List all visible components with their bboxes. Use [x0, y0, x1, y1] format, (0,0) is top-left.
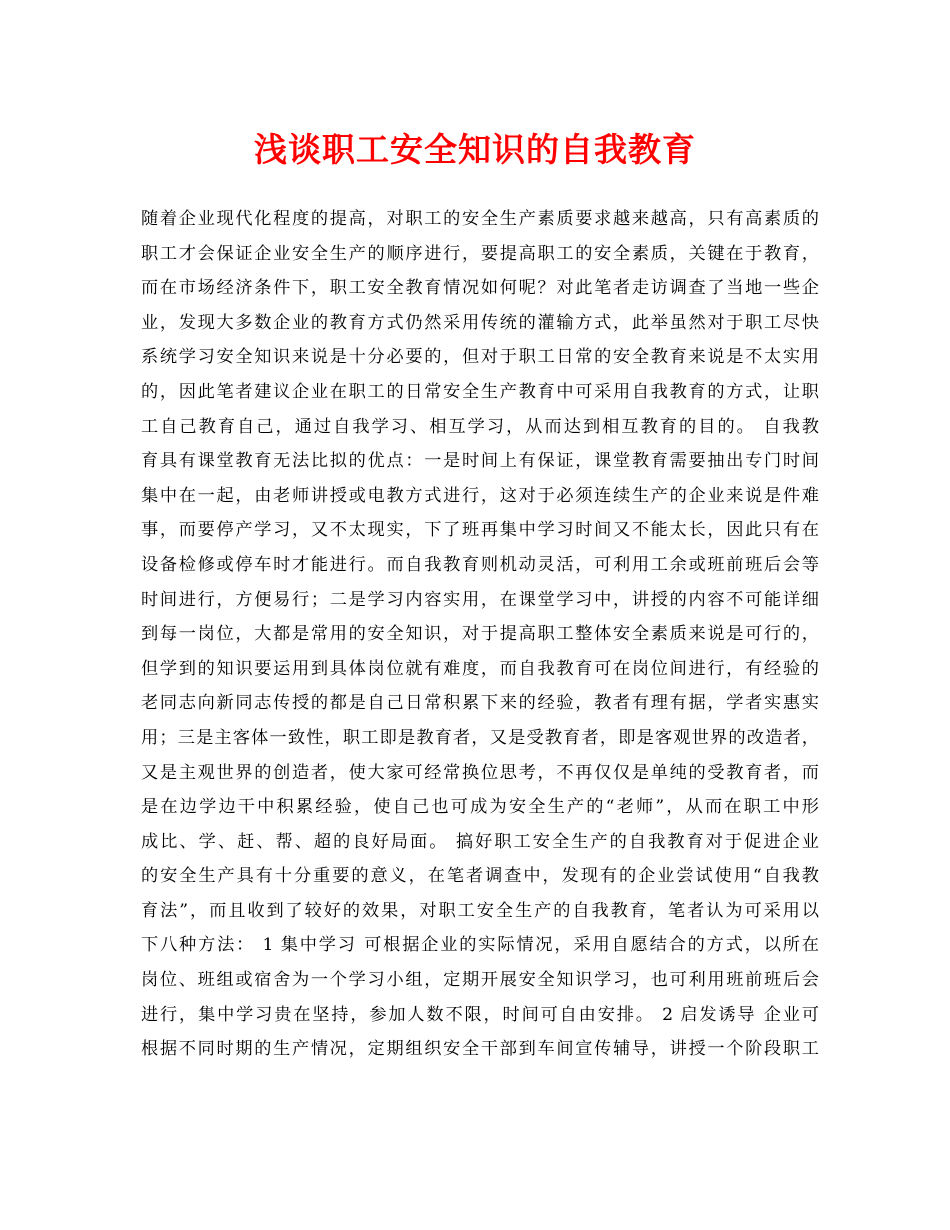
body-text-line: 事，而要停产学习，又不太现实，下了班再集中学习时间又不能太长，因此只有在 [141, 520, 819, 541]
body-text-line: 但学到的知识要运用到具体岗位就有难度，而自我教育可在岗位间进行，有经验的 [141, 658, 819, 679]
body-text-line: 到每一岗位，大都是常用的安全知识，对于提高职工整体安全素质来说是可行的， [141, 624, 819, 645]
body-text-line: 业，发现大多数企业的教育方式仍然采用传统的灌输方式，此举虽然对于职工尽快 [141, 312, 819, 333]
body-text-line: 育法”，而且收到了较好的效果，对职工安全生产的自我教育，笔者认为可采用以 [141, 900, 819, 921]
body-text-line: 岗位、班组或宿舍为一个学习小组，定期开展安全知识学习，也可利用班前班后会 [141, 970, 819, 991]
body-text-line: 设备检修或停车时才能进行。而自我教育则机动灵活，可利用工余或班前班后会等 [141, 554, 819, 575]
body-text-line: 用；三是主客体一致性，职工即是教育者，又是受教育者，即是客观世界的改造者， [141, 727, 819, 748]
body-text-line: 职工才会保证企业安全生产的顺序进行，要提高职工的安全素质，关键在于教育， [141, 243, 819, 264]
body-text-line: 的，因此笔者建议企业在职工的日常安全生产教育中可采用自我教育的方式，让职 [141, 381, 819, 402]
body-text-line: 是在边学边干中积累经验，使自己也可成为安全生产的“老师”，从而在职工中形 [141, 797, 819, 818]
body-text-line: 时间进行，方便易行；二是学习内容实用，在课堂学习中，讲授的内容不可能详细 [141, 589, 819, 610]
body-text-line: 成比、学、赶、帮、超的良好局面。 搞好职工安全生产的自我教育对于促进企业 [141, 831, 819, 852]
body-text-line: 的安全生产具有十分重要的意义，在笔者调查中，发现有的企业尝试使用“自我教 [141, 866, 819, 887]
body-text-line: 而在市场经济条件下，职工安全教育情况如何呢？对此笔者走访调查了当地一些企 [141, 278, 819, 299]
body-text-line: 育具有课堂教育无法比拟的优点：一是时间上有保证，课堂教育需要抽出专门时间 [141, 451, 819, 472]
body-text-line: 根据不同时期的生产情况，定期组织安全干部到车间宣传辅导，讲授一个阶段职工 [141, 1039, 819, 1060]
document-body [141, 202, 819, 1067]
body-text-line: 进行，集中学习贵在坚持，参加人数不限，时间可自由安排。 2 启发诱导 企业可 [141, 1004, 819, 1025]
body-text-line: 又是主观世界的创造者，使大家可经常换位思考，不再仅仅是单纯的受教育者，而 [141, 762, 819, 783]
body-text-line: 工自己教育自己，通过自我学习、相互学习，从而达到相互教育的目的。 自我教 [141, 416, 819, 437]
document-title: 浅谈职工安全知识的自我教育 [254, 130, 696, 169]
body-text-line: 集中在一起，由老师讲授或电教方式进行，这对于必须连续生产的企业来说是件难 [141, 485, 819, 506]
body-text-line: 下八种方法： 1 集中学习 可根据企业的实际情况，采用自愿结合的方式，以所在 [141, 935, 819, 956]
body-text-line: 系统学习安全知识来说是十分必要的，但对于职工日常的安全教育来说是不太实用 [141, 347, 819, 368]
body-text-line: 老同志向新同志传授的都是自己日常积累下来的经验，教者有理有据，学者实惠实 [141, 693, 819, 714]
body-text-line: 随着企业现代化程度的提高，对职工的安全生产素质要求越来越高，只有高素质的 [141, 209, 819, 229]
